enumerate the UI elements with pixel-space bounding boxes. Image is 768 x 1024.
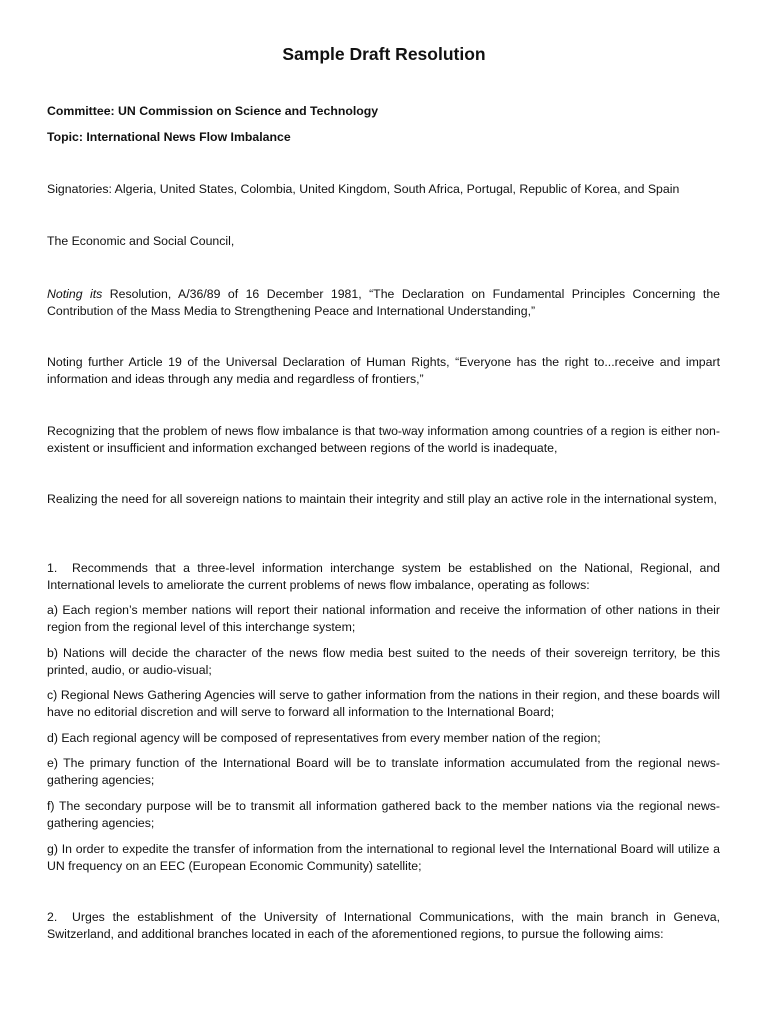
subclause-f: f) The secondary purpose will be to transmit all information gathered back to the member nations via the regional news-gathering agencies; bbox=[47, 799, 720, 830]
noting-italic: Noting its bbox=[47, 287, 103, 301]
noting-text: Resolution, A/36/89 of 16 December 1981, “The Declaration on Fundamental Principles Concerning the Contribution of the Mass Media to Strengthening Peace and International Understanding,” bbox=[47, 287, 720, 318]
signatories-line: Signatories: Algeria, United States, Colombia, United Kingdom, South Africa, Portugal, Republic of Korea, and Spain bbox=[47, 182, 680, 196]
operative-clause-1 bbox=[47, 560, 720, 593]
document-title: Sample Draft Resolution bbox=[282, 44, 486, 64]
operative-clause-2 bbox=[47, 909, 720, 942]
committee-line: Committee: UN Commission on Science and Technology bbox=[47, 104, 379, 118]
subclause-g: g) In order to expedite the transfer of information from the international to regional level the International Board will utilize a UN frequency on an EEC (European Economic Community) satellite; bbox=[47, 842, 720, 873]
clause-number: 2. bbox=[47, 910, 58, 924]
clause-text: Urges the establishment of the University of International Communications, with the main branch in Geneva, Switzerland, and additional branches located in each of the aforementioned regions, to pursue the following aims: bbox=[47, 910, 720, 941]
subclause-c: c) Regional News Gathering Agencies will serve to gather information from the nations in their region, and these boards will have no editorial discretion and will serve to forward all information to the International Board; bbox=[47, 688, 720, 719]
clause-number: 1. bbox=[47, 561, 58, 575]
preamble-recognizing: Recognizing that the problem of news flow imbalance is that two-way information among countries of a region is either non-existent or insufficient and information exchanged between regions of the world is inadequate, bbox=[47, 424, 720, 455]
preamble-noting bbox=[47, 286, 720, 319]
subclause-d: d) Each regional agency will be composed of representatives from every member nation of the region; bbox=[47, 731, 601, 745]
preamble-realizing: Realizing the need for all sovereign nations to maintain their integrity and still play an active role in the international system, bbox=[47, 492, 717, 506]
subclause-a: a) Each region’s member nations will report their national information and receive the information of other nations in their region from the regional level of this interchange system; bbox=[47, 603, 720, 634]
preamble-noting-further: Noting further Article 19 of the Universal Declaration of Human Rights, “Everyone has the right to...receive and impart information and ideas through any media and regardless of frontiers,” bbox=[47, 355, 720, 386]
council-line: The Economic and Social Council, bbox=[47, 234, 235, 248]
topic-line: Topic: International News Flow Imbalance bbox=[47, 130, 291, 144]
clause-text: Recommends that a three-level information interchange system be established on the National, Regional, and International levels to ameliorate the current problems of news flow imbalance, operating as follows: bbox=[47, 561, 720, 592]
subclause-e: e) The primary function of the International Board will be to translate information accumulated from the regional news-gathering agencies; bbox=[47, 756, 720, 787]
subclause-b: b) Nations will decide the character of the news flow media best suited to the needs of their sovereign territory, be this printed, audio, or audio-visual; bbox=[47, 646, 720, 677]
